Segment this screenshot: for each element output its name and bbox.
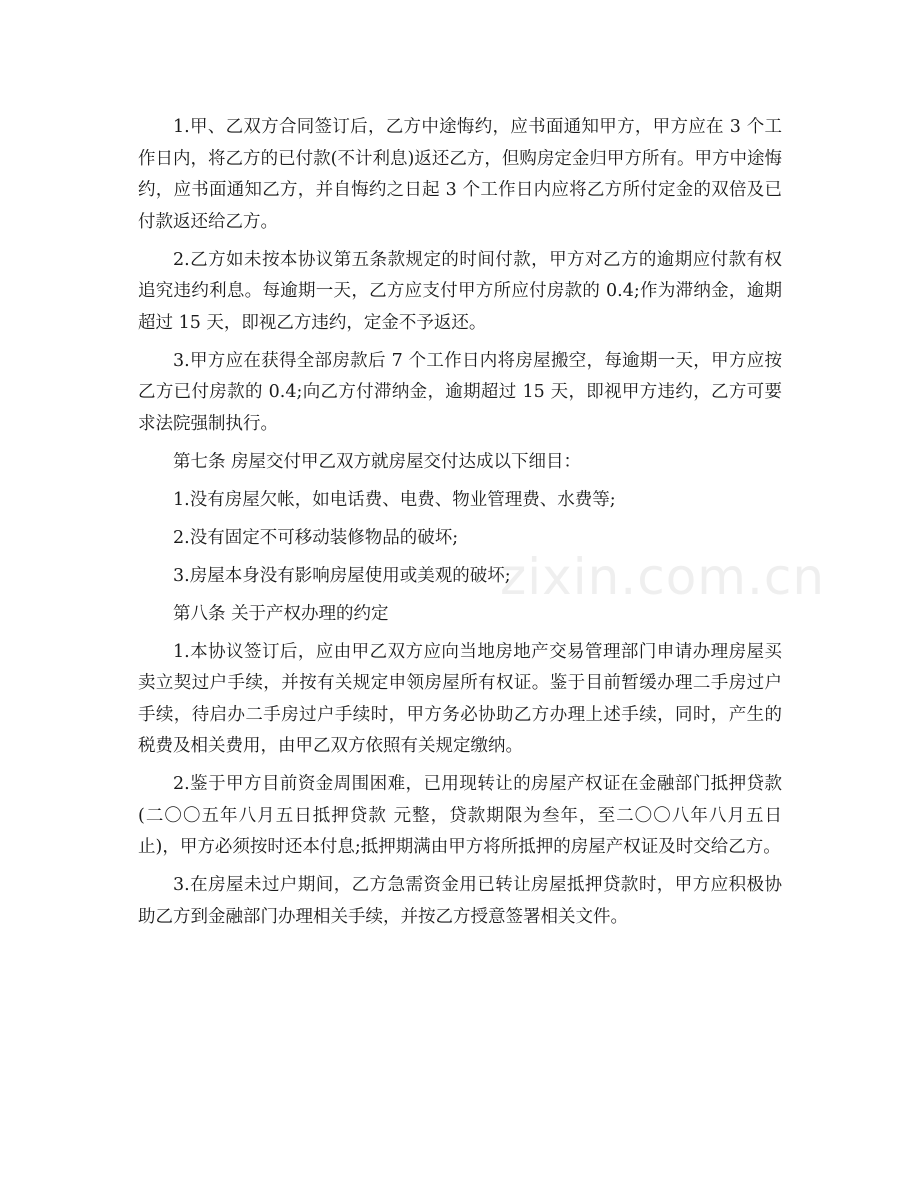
section-heading-article-8: 第八条 关于产权办理的约定 — [173, 603, 389, 624]
paragraph-10: 2.鉴于甲方目前资金周围困难，已用现转让的房屋产权证在金融部门抵押贷款(二〇〇五年八月五日抵押贷款 元整，贷款期限为叁年，至二〇〇八年八月五日止)，甲方必须按时还本付息;抵押期满由甲方将所抵押的房屋产权证及时交给乙方。 — [138, 774, 782, 857]
paragraph-6: 2.没有固定不可移动装修物品的破坏; — [173, 527, 459, 548]
document-body — [138, 112, 782, 940]
paragraph-11: 3.在房屋未过户期间，乙方急需资金用已转让房屋抵押贷款时，甲方应积极协助乙方到金融部门办理相关手续，并按乙方授意签署相关文件。 — [138, 875, 782, 927]
paragraph-9: 1.本协议签订后，应由甲乙双方应向当地房地产交易管理部门申请办理房屋买卖立契过户手续，并按有关规定申领房屋所有权证。鉴于目前暂缓办理二手房过户手续，待启办二手房过户手续时，甲方务必协助乙方办理上述手续，同时，产生的税费及相关费用，由甲乙双方依照有关规定缴纳。 — [138, 641, 782, 756]
paragraph-1: 1.甲、乙双方合同签订后，乙方中途悔约，应书面通知甲方，甲方应在 3 个工作日内，将乙方的已付款(不计利息)返还乙方，但购房定金归甲方所有。甲方中途悔约，应书面通知乙方，并自悔约之日起 3 个工作日内应将乙方所付定金的双倍及已付款返还给乙方。 — [138, 117, 782, 232]
watermark: zixin.com.cn — [500, 548, 826, 606]
paragraph-7: 3.房屋本身没有影响房屋使用或美观的破坏; — [173, 565, 511, 586]
paragraph-5: 1.没有房屋欠帐，如电话费、电费、物业管理费、水费等; — [173, 489, 616, 510]
paragraph-3: 3.甲方应在获得全部房款后 7 个工作日内将房屋搬空，每逾期一天，甲方应按乙方已付房款的 0.4;向乙方付滞纳金，逾期超过 15 天，即视甲方违约，乙方可要求法院强制执行。 — [138, 350, 782, 434]
section-heading-article-7: 第七条 房屋交付甲乙双方就房屋交付达成以下细目： — [173, 451, 582, 472]
paragraph-2: 2.乙方如未按本协议第五条款规定的时间付款，甲方对乙方的逾期应付款有权追究违约利息。每逾期一天，乙方应支付甲方所应付房款的 0.4;作为滞纳金，逾期超过 15 天，即视乙方违约，定金不予返还。 — [138, 249, 782, 333]
